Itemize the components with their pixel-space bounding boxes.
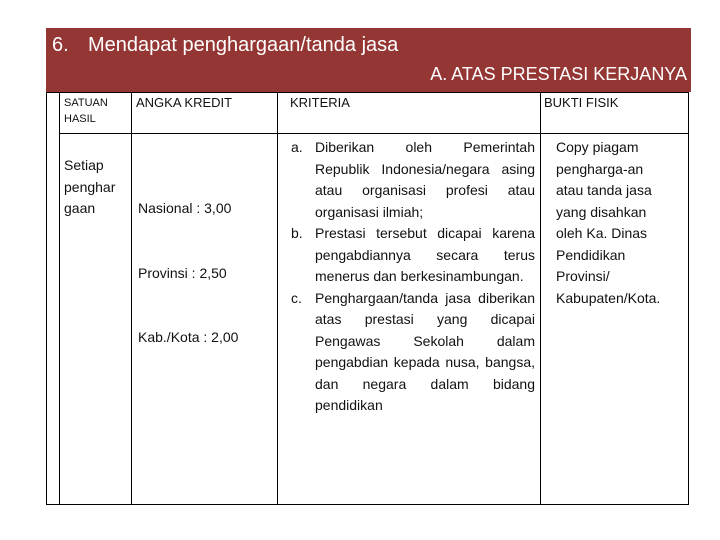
col-header-bukti-fisik: BUKTI FISIK: [544, 95, 619, 110]
section-header: [46, 28, 691, 92]
section-number: 6.: [52, 34, 69, 56]
column-divider: [59, 93, 60, 504]
bukti-fisik-line: pengharga-an: [556, 160, 644, 177]
kriteria-text: Diberikan oleh Pemerintah Republik Indonesia/negara asing atau organisasi profesi atau organisasi ilmiah;: [315, 139, 535, 220]
bukti-fisik-cell: [556, 137, 660, 309]
angka-kredit-cell: [138, 155, 238, 392]
column-divider: [131, 93, 132, 504]
satuan-hasil-line: Setiap: [64, 157, 104, 173]
satuan-hasil-line: gaan: [64, 200, 96, 216]
bukti-fisik-line: yang disahkan: [556, 203, 647, 220]
kriteria-marker: c.: [291, 289, 302, 306]
angka-kredit-line: Provinsi : 2,50: [138, 264, 227, 281]
kriteria-text: Penghargaan/tanda jasa diberikan atas prestasi yang dicapai Pengawas Sekolah dalam pengabdian kepada nusa, bangsa, dan negara dalam bidang pendidikan: [315, 289, 535, 413]
bukti-fisik-line: Kabupaten/Kota.: [556, 289, 661, 306]
col-header-angka-kredit: ANGKA KREDIT: [136, 95, 233, 110]
column-divider: [540, 93, 541, 504]
column-divider: [277, 93, 278, 504]
criteria-table: [46, 92, 689, 505]
bukti-fisik-line: atau tanda jasa: [556, 182, 652, 198]
satuan-hasil-line: penghar: [64, 178, 116, 195]
satuan-hasil-cell: [64, 155, 115, 220]
angka-kredit-line: Kab./Kota : 2,00: [138, 329, 239, 345]
col-header-kriteria: KRITERIA: [290, 95, 350, 110]
kriteria-item: [291, 288, 535, 417]
kriteria-list: [291, 137, 535, 417]
angka-kredit-line: Nasional : 3,00: [138, 200, 232, 216]
header-row-divider: [59, 133, 688, 134]
section-title: Mendapat penghargaan/tanda jasa: [88, 34, 399, 56]
col-header-satuan-hasil: SATUAN HASIL: [64, 97, 108, 125]
kriteria-text: Prestasi tersebut dicapai karena pengabdiannya secara terus menerus dan berkesinambungan.: [315, 225, 535, 284]
kriteria-item: [291, 223, 535, 288]
bukti-fisik-line: oleh Ka. Dinas: [556, 225, 648, 241]
bukti-fisik-line: Copy piagam: [556, 139, 639, 155]
kriteria-marker: a.: [291, 139, 303, 155]
kriteria-marker: b.: [291, 225, 303, 241]
bukti-fisik-line: Pendidikan: [556, 246, 626, 263]
kriteria-item: [291, 137, 535, 223]
bukti-fisik-line: Provinsi/: [556, 268, 610, 284]
section-subtitle: A. ATAS PRESTASI KERJANYA: [430, 64, 687, 84]
